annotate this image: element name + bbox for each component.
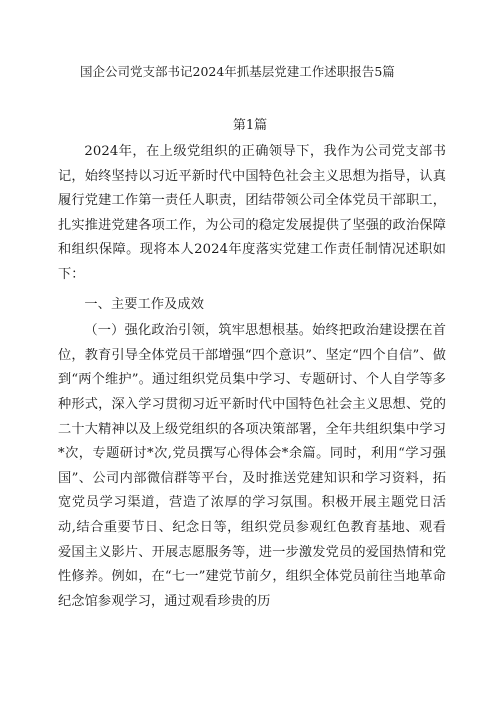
chapter-heading: 第1篇 [232, 118, 268, 133]
document-title: 国企公司党支部书记2024年抓基层党建工作述职报告5篇 [80, 64, 395, 79]
section-heading: 一、主要工作及成效 [84, 296, 204, 312]
document-body [58, 140, 446, 614]
paragraph-intro: 2024年，在上级党组织的正确领导下，我作为公司党支部书记，始终坚持以习近平新时代中国特色社会主义思想为指导，认真履行党建工作第一责任人职责，团结带领公司全体党员干部职工，扎实推进党建各项工作，为公司的稳定发展提供了坚强的政治保障和组织保障。现将本人2024年度落实党建工作责任制情况述职如下： [58, 144, 446, 282]
paragraph-political-guidance: （一）强化政治引领，筑牢思想根基。始终把政治建设摆在首位，教育引导全体党员干部增强“四个意识”、坚定“四个自信”、做到“两个维护”。通过组织党员集中学习、专题研讨、个人自学等多种形式，深入学习贯彻习近平新时代中国特色社会主义思想、党的二十大精神以及上级党组织的各项决策部署，全年共组织集中学习*次，专题研讨*次,党员撰写心得体会*余篇。同时，利用“学习强国”、公司内部微信群等平台，及时推送党建知识和学习资料，拓宽党员学习渠道，营造了浓厚的学习氛围。积极开展主题党日活动,结合重要节日、纪念日等，组织党员参观红色教育基地、观看爱国主义影片、开展志愿服务等，进一步激发党员的爱国热情和党性修养。例如，在“七一”建党节前夕，组织全体党员前往当地革命纪念馆参观学习，通过观看珍贵的历 [58, 323, 446, 609]
